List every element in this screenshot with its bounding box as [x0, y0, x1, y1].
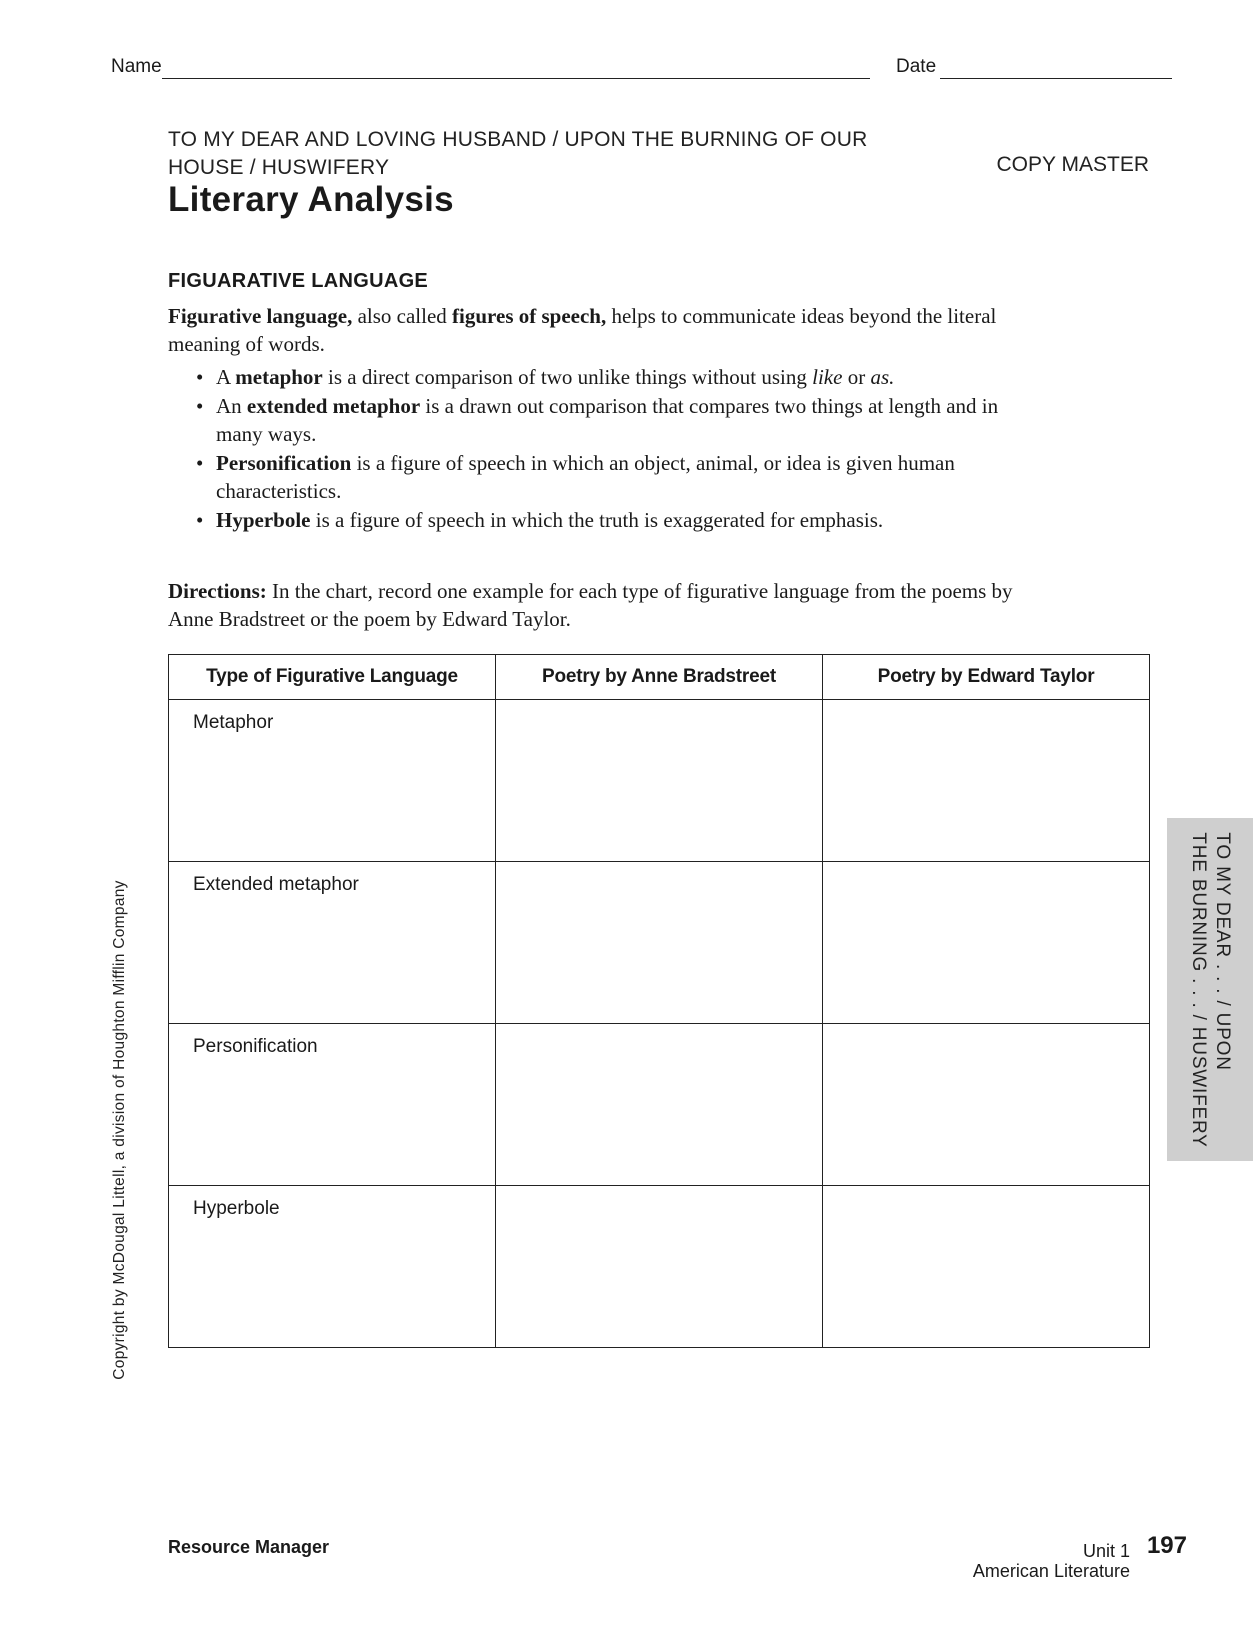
figurative-language-chart — [168, 654, 1150, 1348]
definition-text: is a drawn out comparison that compares two things at length and in many ways. — [216, 394, 999, 446]
answer-cell-taylor-hyperbole[interactable] — [823, 1186, 1150, 1348]
definition-text: is a figure of speech in which the truth is exaggerated for emphasis. — [310, 508, 884, 532]
name-line[interactable] — [162, 78, 870, 79]
footer-book-title: American Literature — [972, 1561, 1130, 1581]
definition-term: Hyperbole — [216, 508, 311, 532]
row-label-hyperbole: Hyperbole — [169, 1186, 496, 1348]
definition-metaphor — [168, 363, 1048, 391]
footer-unit: Unit 1 — [1082, 1541, 1130, 1561]
row-label-personification: Personification — [169, 1024, 496, 1186]
definition-extended-metaphor — [168, 392, 1048, 448]
definition-text: is a direct comparison of two unlike things without using — [322, 365, 813, 389]
definition-personification — [168, 449, 1048, 505]
selection-title — [168, 126, 867, 182]
side-tab-text — [1186, 832, 1234, 1147]
selection-title-line-1: TO MY DEAR AND LOVING HUSBAND / UPON THE BURNING OF OUR — [168, 128, 868, 151]
answer-cell-taylor-metaphor[interactable] — [823, 700, 1150, 862]
name-label: Name — [111, 56, 162, 77]
answer-cell-bradstreet-extended-metaphor[interactable] — [496, 862, 823, 1024]
directions-label: Directions: — [168, 579, 267, 603]
definition-text-mid: or — [842, 365, 871, 389]
side-tab-line-2: THE BURNING . . . / HUSWIFERY — [1188, 831, 1209, 1148]
header-taylor: Poetry by Edward Taylor — [823, 655, 1150, 700]
table-row — [169, 862, 1150, 1024]
side-tab — [1167, 818, 1253, 1161]
intro-paragraph — [168, 302, 1048, 358]
directions-paragraph — [168, 577, 1048, 633]
definition-italic-as: as. — [870, 365, 895, 389]
definition-pre: An — [216, 394, 247, 418]
definition-text: is a figure of speech in which an object, animal, or idea is given human characteristics. — [216, 451, 955, 503]
definition-term: metaphor — [235, 365, 323, 389]
intro-term-figures-of-speech: figures of speech, — [452, 304, 607, 328]
answer-cell-bradstreet-personification[interactable] — [496, 1024, 823, 1186]
answer-cell-bradstreet-hyperbole[interactable] — [496, 1186, 823, 1348]
row-label-extended-metaphor: Extended metaphor — [169, 862, 496, 1024]
row-label-metaphor: Metaphor — [169, 700, 496, 862]
directions-text: In the chart, record one example for each type of figurative language from the poems by Anne Bradstreet or the poem by Edward Taylor. — [168, 579, 1013, 631]
page-title: Literary Analysis — [168, 180, 454, 219]
date-line[interactable] — [940, 78, 1172, 79]
intro-text-1: also called — [352, 304, 453, 328]
table-row — [169, 1186, 1150, 1348]
footer-resource-manager: Resource Manager — [168, 1537, 330, 1557]
answer-cell-taylor-extended-metaphor[interactable] — [823, 862, 1150, 1024]
answer-cell-taylor-personification[interactable] — [823, 1024, 1150, 1186]
intro-term-figurative-language: Figurative language, — [168, 304, 353, 328]
answer-cell-bradstreet-metaphor[interactable] — [496, 700, 823, 862]
definition-italic-like: like — [812, 365, 843, 389]
intro-text-2: helps to communicate ideas beyond the literal meaning of words. — [168, 304, 997, 356]
side-tab-line-1: TO MY DEAR . . . / UPON — [1212, 831, 1233, 1071]
table-row — [169, 700, 1150, 862]
header-bradstreet: Poetry by Anne Bradstreet — [496, 655, 823, 700]
definition-list — [168, 363, 1048, 535]
header-type: Type of Figurative Language — [169, 655, 496, 700]
definition-hyperbole — [168, 506, 1048, 534]
definition-term: extended metaphor — [246, 394, 421, 418]
section-heading: FIGUARATIVE LANGUAGE — [168, 270, 429, 292]
definition-term: Personification — [216, 451, 352, 475]
table-row — [169, 1024, 1150, 1186]
definition-pre: A — [216, 365, 236, 389]
copy-master-label: COPY MASTER — [996, 153, 1149, 176]
copyright-notice: Copyright by McDougal Littell, a division of Houghton Mifflin Company — [111, 880, 128, 1380]
selection-title-line-2: HOUSE / HUSWIFERY — [168, 156, 390, 179]
footer-page-number: 197 — [1146, 1532, 1187, 1559]
date-label: Date — [896, 56, 937, 77]
table-header-row — [169, 655, 1150, 700]
